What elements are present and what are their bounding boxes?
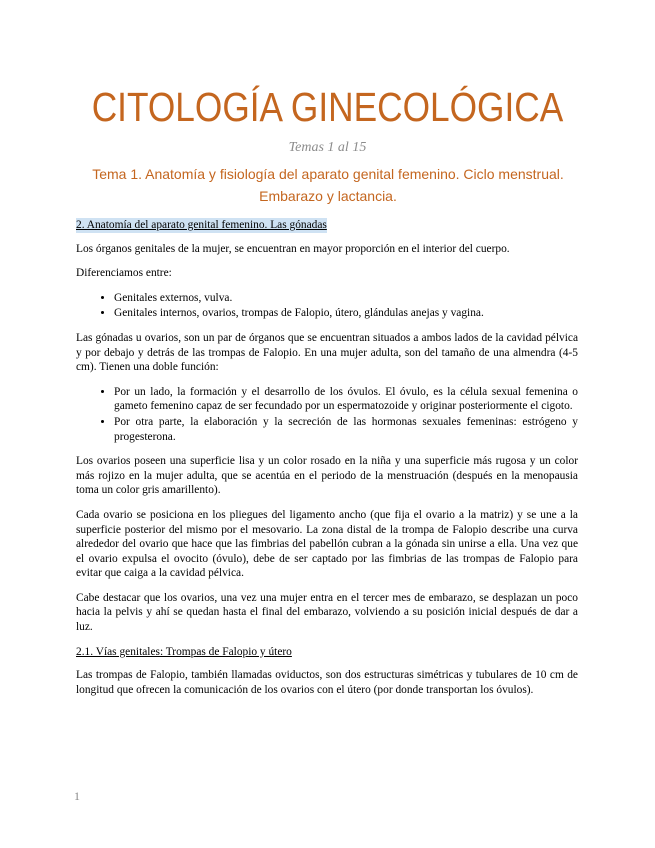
list-item: • Por otra parte, la elaboración y la secreción de las hormonas sexuales femeninas: estrógeno y progesterona. (114, 415, 578, 444)
list-item: • Genitales internos, ovarios, trompas de Falopio, útero, glándulas anejas y vagina. (114, 306, 578, 321)
section-heading-gonadas: 2. Anatomía del aparato genital femenino. Las gónadas (76, 219, 327, 231)
paragraph: Las gónadas u ovarios, son un par de órganos que se encuentran situados a ambos lados de la cavidad pélvica y por debajo y detrás de las trompas de Falopio. En una mujer adulta, son del tamaño de una almendra (4-5 cm). Tienen una doble función: (76, 331, 578, 374)
document-subtitle: Temas 1 al 15 (288, 140, 367, 155)
list-item: • Por un lado, la formación y el desarrollo de los óvulos. El óvulo, es la célula sexual femenina o gameto femenino capaz de ser fecundado por un espermatozoide y originar posteriormente el cigoto. (114, 385, 578, 414)
paragraph: Cabe destacar que los ovarios, una vez una mujer entra en el tercer mes de embarazo, se desplazan un poco hacia la pelvis y ahí se quedan hasta el final del embarazo, volviendo a su posición inicial después de dar a luz. (76, 591, 578, 634)
paragraph: Diferenciamos entre: (76, 267, 172, 280)
theme-heading: Tema 1. Anatomía y fisiología del aparato genital femenino. Ciclo menstrual. Embarazo y lactancia. (92, 166, 564, 204)
document-title: CITOLOGÍA GINECOLÓGICA (91, 84, 564, 130)
bullet-list (76, 385, 578, 444)
bullet-list (76, 291, 578, 321)
paragraph: Los ovarios poseen una superficie lisa y un color rosado en la niña y una superficie más rugosa y un color más rojizo en la mujer adulta, que se acentúa en el periodo de la menstruación (después en la menopausia toma un color gris amarillento). (76, 455, 578, 497)
page-number: 1 (74, 789, 80, 803)
paragraph: Las trompas de Falopio, también llamadas oviductos, son dos estructuras simétricas y tubulares de 10 cm de longitud que ofrecen la comunicación de los ovarios con el útero (por donde transportan los óvulos). (76, 669, 578, 696)
paragraph: Los órganos genitales de la mujer, se encuentran en mayor proporción en el interior del cuerpo. (76, 242, 510, 255)
document-body (76, 218, 578, 707)
list-item: • Genitales externos, vulva. (114, 291, 578, 306)
paragraph: Cada ovario se posiciona en los pliegues del ligamento ancho (que fija el ovario a la matriz) y se une a la superficie posterior del mismo por el mesovario. La zona distal de la trompa de Falopio describe una curva alrededor del ovario que hace que las fimbrias del pabellón cubran a la gónada sin unirse a ella. Una vez que el ovario expulsa el ovocito (óvulo), debe de ser captado por las fimbrias de las trompas de Falopio para evitar que caiga a la cavidad pélvica. (76, 508, 578, 580)
section-heading-vias-genitales: 2.1. Vías genitales: Trompas de Falopio y útero (76, 645, 292, 658)
